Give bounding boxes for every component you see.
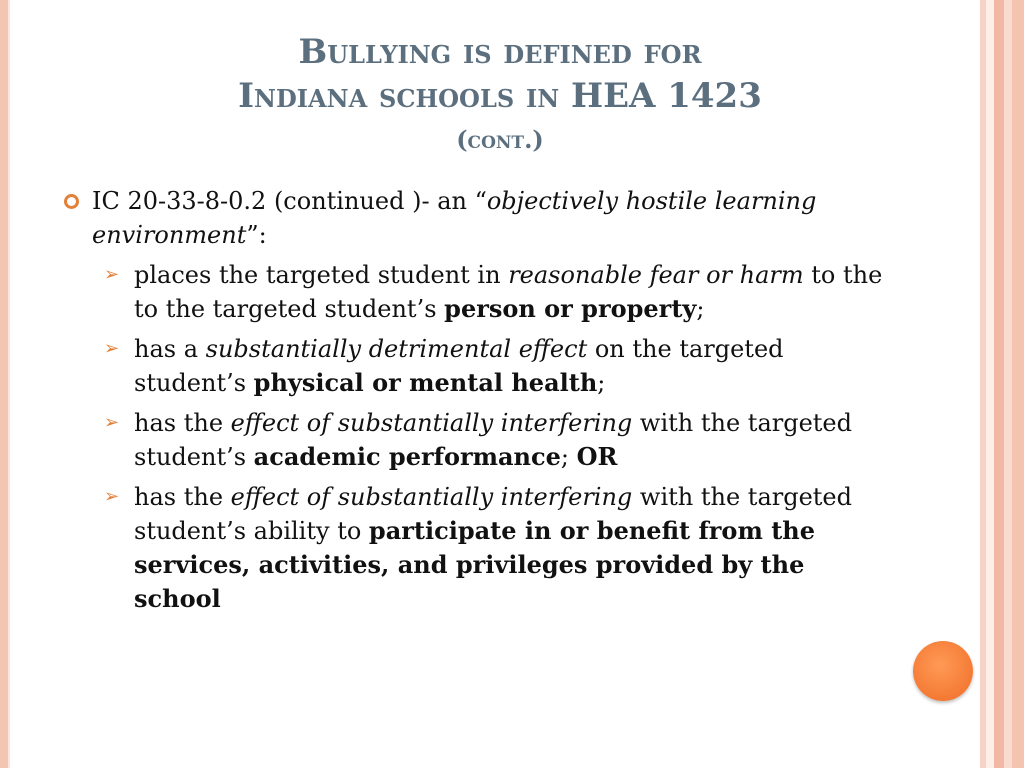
sub-bullet-emphasis: substantially detrimental effect [205,335,588,363]
arrow-bullet-icon: ➢ [104,264,120,285]
sub-bullet-text: with the targeted student’s ability to [134,483,852,545]
sub-bullet-bold: OR [576,442,618,471]
main-bullet-lead: IC 20-33-8-0.2 (continued )- an “ [92,187,487,215]
sub-bullet-emphasis: effect of substantially interfering [230,483,633,511]
sub-bullet-4 [64,480,884,616]
sub-bullet-1 [64,258,884,326]
sub-bullet-bold: person or property [444,294,697,323]
sub-bullet-3 [64,406,884,474]
sub-bullet-text: has the [134,483,231,511]
sub-bullet-text: ; [560,443,577,471]
right-border-stripe-5 [1012,0,1024,768]
main-bullet [64,184,884,252]
orange-circle-decoration [913,641,973,701]
sub-bullet-text: with the targeted student’s [134,409,852,471]
sub-bullet-text: places the targeted student in [134,261,509,289]
sub-bullet-text: has a [134,335,206,363]
sub-bullet-emphasis: reasonable fear or harm [508,261,804,289]
arrow-bullet-icon: ➢ [104,412,120,433]
main-bullet-emphasis: objectively hostile learning environment [92,187,817,249]
sub-bullet-bold: physical or mental health [253,368,598,397]
title-line-3: (cont.) [456,125,544,154]
arrow-bullet-icon: ➢ [104,338,120,359]
sub-bullet-2 [64,332,884,400]
sub-bullet-text: has the [134,409,231,437]
arrow-bullet-icon: ➢ [104,486,120,507]
right-border-stripe-4 [1004,0,1012,768]
sub-bullet-bold: academic performance [253,442,561,471]
sub-bullet-text: on the targeted student’s [134,335,784,397]
slide-title [0,30,1000,162]
sub-bullet-text: ; [597,369,606,397]
slide-body [64,184,884,616]
sub-bullet-emphasis: effect of substantially interfering [230,409,633,437]
title-line-2: Indiana schools in HEA 1423 [238,76,762,116]
title-line-1: Bullying is defined for [298,32,702,72]
sub-bullet-bold: participate in or benefit from the services, activities, and privileges provided by the school [134,516,815,613]
sub-bullet-text: ; [696,295,705,323]
main-bullet-tail: ”: [246,221,267,249]
circle-bullet-icon [64,194,79,209]
sub-bullet-text: to the to the targeted student’s [134,261,883,323]
